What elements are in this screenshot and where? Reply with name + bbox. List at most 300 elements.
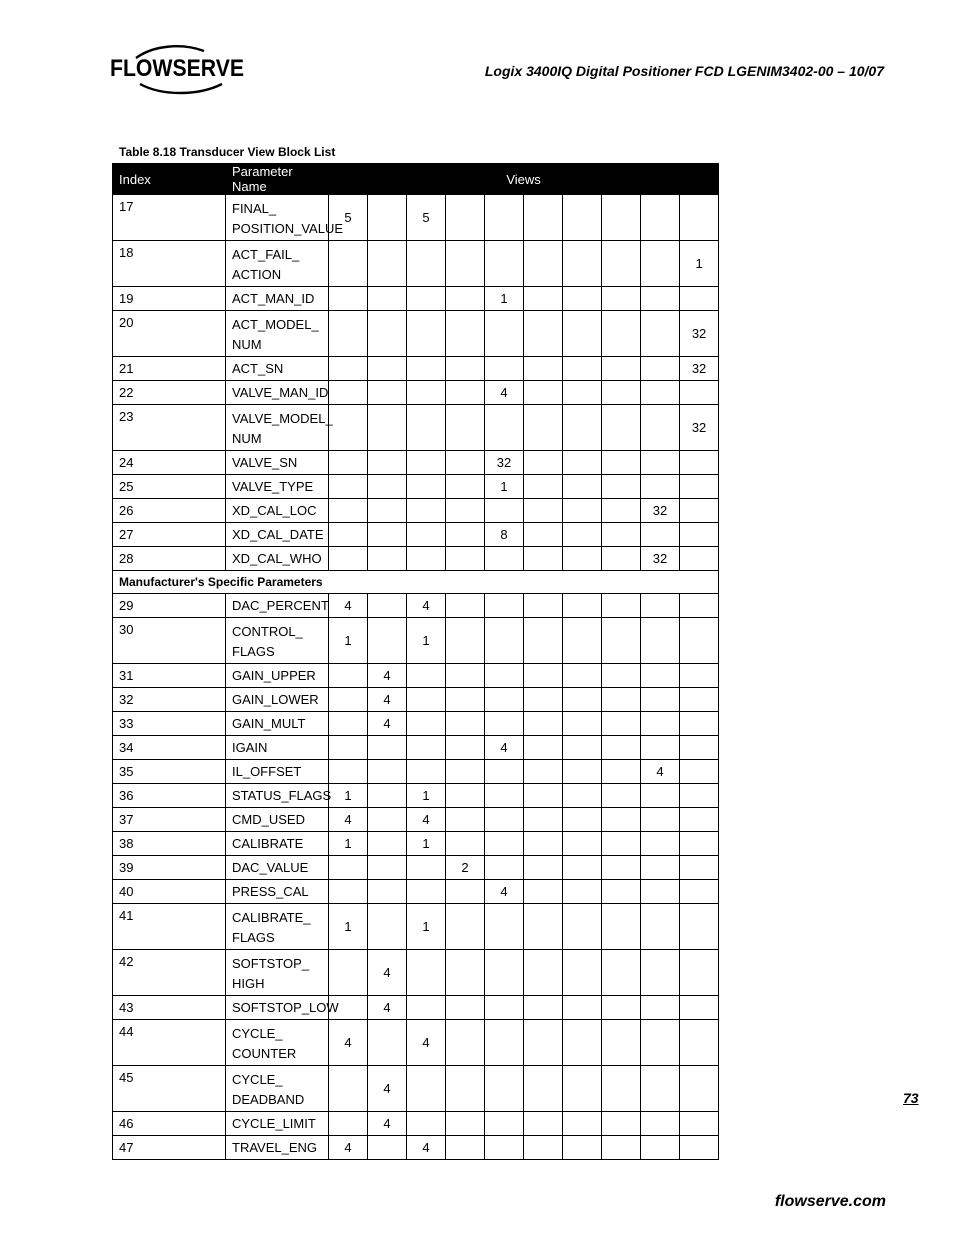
index-cell: 20 (113, 311, 226, 357)
logo-wordmark: FLOWSERVE (110, 55, 244, 82)
view-cell (485, 688, 524, 712)
table-row (113, 547, 719, 571)
view-cell (368, 195, 407, 241)
table-row (113, 1112, 719, 1136)
view-cell (563, 996, 602, 1020)
view-cell: 4 (641, 760, 680, 784)
view-cell (680, 475, 719, 499)
table-row (113, 950, 719, 996)
view-cell (485, 499, 524, 523)
view-cell (680, 856, 719, 880)
index-column-header: Index (113, 164, 226, 195)
view-cell (602, 241, 641, 287)
view-cell (368, 475, 407, 499)
view-cell (446, 618, 485, 664)
index-cell: 23 (113, 405, 226, 451)
view-cell (563, 880, 602, 904)
view-cell (602, 688, 641, 712)
parameter-name-line: ACTION (232, 267, 282, 282)
index-cell: 24 (113, 451, 226, 475)
view-cell: 32 (485, 451, 524, 475)
view-cell (680, 688, 719, 712)
parameter-name-cell (226, 405, 333, 451)
table-row (113, 357, 719, 381)
view-cell (368, 618, 407, 664)
view-cell (602, 1066, 641, 1112)
parameter-name-line: NUM (232, 337, 262, 352)
view-cell (602, 808, 641, 832)
view-cell (329, 381, 368, 405)
table-row (113, 311, 719, 357)
parameter-name-cell (226, 523, 329, 547)
view-cell (602, 195, 641, 241)
parameter-name-cell (226, 736, 329, 760)
view-cell (524, 950, 563, 996)
view-cell: 4 (368, 688, 407, 712)
view-cell (680, 1020, 719, 1066)
view-cell (641, 357, 680, 381)
parameter-name-line: DAC_VALUE (232, 859, 309, 875)
view-cell (524, 856, 563, 880)
views-column-header: Views (329, 164, 719, 195)
view-cell (680, 996, 719, 1020)
parameter-name-cell (226, 287, 329, 311)
view-cell (329, 475, 368, 499)
view-cell (680, 784, 719, 808)
view-cell: 4 (368, 1066, 407, 1112)
view-cell (524, 499, 563, 523)
view-cell (446, 311, 485, 357)
parameter-name-line: SOFTSTOP_LOW (232, 999, 339, 1015)
parameter-name-cell (226, 784, 332, 808)
view-cell (524, 311, 563, 357)
parameter-name-cell (226, 688, 329, 712)
view-cell (368, 241, 407, 287)
index-cell: 41 (113, 904, 226, 950)
view-cell (641, 664, 680, 688)
parameter-name-cell (226, 808, 329, 832)
view-cell (524, 880, 563, 904)
view-cell: 4 (485, 381, 524, 405)
parameter-name-cell (226, 195, 344, 241)
view-cell (329, 880, 368, 904)
view-cell (485, 618, 524, 664)
index-cell: 25 (113, 475, 226, 499)
view-cell (524, 475, 563, 499)
parameter-name-cell (226, 547, 329, 571)
view-cell: 4 (329, 1020, 368, 1066)
view-cell (329, 856, 368, 880)
view-cell (485, 950, 524, 996)
parameter-name-cell (226, 451, 329, 475)
parameter-name-line: DEADBAND (232, 1092, 305, 1107)
view-cell (368, 381, 407, 405)
table-row (113, 688, 719, 712)
parameter-name-line: GAIN_MULT (232, 715, 306, 731)
view-cell: 4 (368, 950, 407, 996)
parameter-name-cell (226, 618, 329, 664)
index-cell: 27 (113, 523, 226, 547)
view-cell (446, 1020, 485, 1066)
view-cell (407, 856, 446, 880)
view-cell (446, 950, 485, 996)
view-cell: 5 (329, 195, 368, 241)
view-cell (524, 618, 563, 664)
view-cell (407, 523, 446, 547)
view-cell (329, 523, 368, 547)
parameter-name-line: GAIN_LOWER (232, 691, 319, 707)
view-cell (524, 736, 563, 760)
section-header-row (113, 571, 719, 594)
view-cell (446, 904, 485, 950)
view-cell (524, 287, 563, 311)
view-cell (602, 736, 641, 760)
parameter-name-line: CYCLE_LIMIT (232, 1115, 316, 1131)
view-cell (485, 832, 524, 856)
view-cell (485, 1020, 524, 1066)
view-cell (524, 832, 563, 856)
index-cell: 21 (113, 357, 226, 381)
view-cell (407, 405, 446, 451)
view-cell: 4 (407, 808, 446, 832)
parameter-name-cell (226, 1136, 329, 1160)
parameter-name-line: CYCLE_ (232, 1026, 283, 1041)
view-cell (485, 1066, 524, 1112)
index-cell: 17 (113, 195, 226, 241)
document-header-title: Logix 3400IQ Digital Positioner FCD LGENIM3402-00 – 10/07 (484, 63, 884, 79)
parameter-name-line: ACT_MODEL_ (232, 317, 319, 332)
table-row (113, 475, 719, 499)
view-cell (368, 405, 407, 451)
view-cell (680, 760, 719, 784)
view-cell (329, 241, 368, 287)
view-cell (602, 287, 641, 311)
view-cell (524, 1066, 563, 1112)
parameter-name-line: PRESS_CAL (232, 883, 309, 899)
section-header-label: Manufacturer's Specific Parameters (113, 571, 719, 594)
view-cell (680, 880, 719, 904)
view-cell (641, 1066, 680, 1112)
view-cell (329, 1066, 368, 1112)
view-cell (680, 712, 719, 736)
table-row (113, 880, 719, 904)
view-cell (602, 1112, 641, 1136)
view-cell (368, 904, 407, 950)
view-cell (524, 688, 563, 712)
view-cell (680, 618, 719, 664)
view-cell (680, 808, 719, 832)
index-cell: 42 (113, 950, 226, 996)
index-cell: 32 (113, 688, 226, 712)
view-cell (602, 311, 641, 357)
view-cell (485, 405, 524, 451)
view-cell (602, 475, 641, 499)
footer-website-link[interactable]: flowserve.com (774, 1193, 886, 1210)
parameter-name-line: VALVE_SN (232, 454, 298, 470)
view-cell (485, 760, 524, 784)
view-cell (641, 405, 680, 451)
view-cell (485, 664, 524, 688)
view-cell (446, 241, 485, 287)
view-cell (407, 688, 446, 712)
view-cell (563, 688, 602, 712)
view-cell: 4 (329, 1136, 368, 1160)
view-cell: 8 (485, 523, 524, 547)
view-cell (485, 1112, 524, 1136)
parameter-name-line: VALVE_TYPE (232, 478, 314, 494)
view-cell: 4 (368, 1112, 407, 1136)
parameter-name-line: XD_CAL_WHO (232, 550, 322, 566)
view-cell (641, 381, 680, 405)
index-cell: 43 (113, 996, 226, 1020)
index-cell: 19 (113, 287, 226, 311)
view-cell: 4 (329, 808, 368, 832)
index-cell: 37 (113, 808, 226, 832)
view-cell (641, 996, 680, 1020)
view-cell (368, 357, 407, 381)
parameter-name-cell (226, 832, 329, 856)
view-cell: 1 (329, 618, 368, 664)
view-cell: 1 (329, 832, 368, 856)
view-cell (407, 381, 446, 405)
view-cell: 1 (329, 904, 368, 950)
view-cell (680, 1136, 719, 1160)
view-cell (407, 950, 446, 996)
view-cell (368, 311, 407, 357)
view-cell (524, 547, 563, 571)
view-cell (524, 195, 563, 241)
view-cell (446, 451, 485, 475)
parameter-name-cell (226, 880, 329, 904)
index-cell: 44 (113, 1020, 226, 1066)
view-cell (524, 381, 563, 405)
view-cell (329, 357, 368, 381)
view-cell (524, 357, 563, 381)
parameter-name-line: SOFTSTOP_ (232, 956, 310, 971)
view-cell (368, 287, 407, 311)
view-cell (641, 950, 680, 996)
view-cell (446, 1066, 485, 1112)
view-cell: 1 (407, 832, 446, 856)
view-cell (524, 241, 563, 287)
table-row (113, 1136, 719, 1160)
view-cell: 1 (329, 784, 368, 808)
view-cell (524, 996, 563, 1020)
view-cell (329, 688, 368, 712)
view-cell: 1 (485, 287, 524, 311)
parameter-name-line: IL_OFFSET (232, 763, 302, 779)
view-cell (641, 1020, 680, 1066)
parameter-name-line: FINAL_ (232, 201, 277, 216)
view-cell (329, 287, 368, 311)
parameter-name-line: IGAIN (232, 739, 268, 755)
view-cell: 32 (680, 357, 719, 381)
parameter-name-line: STATUS_FLAGS (232, 787, 332, 803)
index-cell: 33 (113, 712, 226, 736)
view-cell (407, 287, 446, 311)
index-cell: 28 (113, 547, 226, 571)
view-cell: 4 (368, 996, 407, 1020)
parameter-name-cell (226, 664, 329, 688)
view-cell (368, 1020, 407, 1066)
view-cell (524, 712, 563, 736)
view-cell (329, 736, 368, 760)
view-cell (407, 1066, 446, 1112)
parameter-name-line: HIGH (232, 976, 265, 991)
view-cell (680, 287, 719, 311)
view-cell (446, 195, 485, 241)
view-cell (680, 904, 719, 950)
view-cell (329, 451, 368, 475)
view-cell (446, 594, 485, 618)
table-row (113, 1066, 719, 1112)
view-cell (368, 1136, 407, 1160)
view-cell (602, 451, 641, 475)
parameter-name-cell (226, 357, 329, 381)
index-cell: 36 (113, 784, 226, 808)
view-cell: 32 (641, 499, 680, 523)
view-cell (407, 357, 446, 381)
index-cell: 40 (113, 880, 226, 904)
view-cell (563, 832, 602, 856)
view-cell: 4 (368, 712, 407, 736)
view-cell (563, 736, 602, 760)
index-cell: 31 (113, 664, 226, 688)
view-cell (524, 1112, 563, 1136)
view-cell (602, 760, 641, 784)
view-cell (524, 904, 563, 950)
parameter-name-cell (226, 594, 329, 618)
parameter-name-line: CALIBRATE_ (232, 910, 311, 925)
view-cell (368, 523, 407, 547)
view-cell (524, 451, 563, 475)
parameter-name-line: FLAGS (232, 930, 275, 945)
view-cell (446, 736, 485, 760)
view-cell (563, 451, 602, 475)
parameter-name-cell (226, 311, 329, 357)
table-row (113, 523, 719, 547)
parameter-name-line: VALVE_MODEL_ (232, 411, 333, 426)
view-cell (524, 760, 563, 784)
view-cell (524, 1136, 563, 1160)
transducer-view-block-table (112, 163, 719, 1160)
view-cell (407, 880, 446, 904)
view-cell: 1 (485, 475, 524, 499)
index-cell: 30 (113, 618, 226, 664)
view-cell: 1 (680, 241, 719, 287)
view-cell (329, 712, 368, 736)
view-cell (641, 904, 680, 950)
view-cell (407, 241, 446, 287)
view-cell: 32 (680, 311, 719, 357)
view-cell: 1 (407, 784, 446, 808)
flowserve-logo (110, 42, 250, 96)
table-row (113, 832, 719, 856)
view-cell (446, 287, 485, 311)
view-cell (485, 856, 524, 880)
view-cell (563, 547, 602, 571)
view-cell (563, 1112, 602, 1136)
parameter-name-column-header: Parameter Name (226, 164, 329, 195)
view-cell (485, 712, 524, 736)
view-cell (602, 547, 641, 571)
view-cell (446, 688, 485, 712)
view-cell (602, 904, 641, 950)
view-cell (563, 287, 602, 311)
parameter-name-line: CMD_USED (232, 811, 305, 827)
view-cell: 5 (407, 195, 446, 241)
parameter-name-cell (226, 712, 329, 736)
view-cell (446, 808, 485, 832)
parameter-name-line: ACT_MAN_ID (232, 290, 315, 306)
view-cell (680, 547, 719, 571)
parameter-name-cell (226, 904, 329, 950)
view-cell (368, 760, 407, 784)
parameter-name-line: CONTROL_ (232, 624, 303, 639)
view-cell: 4 (329, 594, 368, 618)
parameter-name-line: XD_CAL_DATE (232, 526, 324, 542)
view-cell (602, 523, 641, 547)
view-cell (641, 451, 680, 475)
view-cell (524, 784, 563, 808)
table-row (113, 405, 719, 451)
view-cell (329, 950, 368, 996)
index-cell: 47 (113, 1136, 226, 1160)
view-cell (485, 784, 524, 808)
view-cell (641, 736, 680, 760)
index-cell: 18 (113, 241, 226, 287)
parameter-name-line: CYCLE_ (232, 1072, 283, 1087)
view-cell (407, 760, 446, 784)
view-cell (563, 405, 602, 451)
view-cell (407, 736, 446, 760)
view-cell (602, 784, 641, 808)
parameter-name-line: ACT_FAIL_ (232, 247, 300, 262)
view-cell (329, 547, 368, 571)
view-cell (602, 357, 641, 381)
view-cell (563, 950, 602, 996)
parameter-name-cell (226, 996, 339, 1020)
view-cell (407, 547, 446, 571)
view-cell (446, 760, 485, 784)
table-row (113, 664, 719, 688)
view-cell (407, 475, 446, 499)
view-cell (563, 241, 602, 287)
view-cell (641, 784, 680, 808)
view-cell (602, 405, 641, 451)
view-cell (563, 712, 602, 736)
view-cell (446, 405, 485, 451)
view-cell (563, 1136, 602, 1160)
view-cell (602, 832, 641, 856)
view-cell (641, 1112, 680, 1136)
view-cell (368, 451, 407, 475)
view-cell (641, 594, 680, 618)
parameter-name-line: NUM (232, 431, 262, 446)
view-cell (563, 311, 602, 357)
view-cell (368, 499, 407, 523)
view-cell (680, 950, 719, 996)
parameter-name-cell (226, 856, 329, 880)
view-cell (641, 688, 680, 712)
view-cell (680, 1112, 719, 1136)
table-caption: Table 8.18 Transducer View Block List (119, 145, 336, 159)
parameter-name-line: POSITION_VALUE (232, 221, 344, 236)
view-cell (485, 195, 524, 241)
view-cell (680, 451, 719, 475)
view-cell (446, 712, 485, 736)
parameter-name-cell (226, 241, 329, 287)
